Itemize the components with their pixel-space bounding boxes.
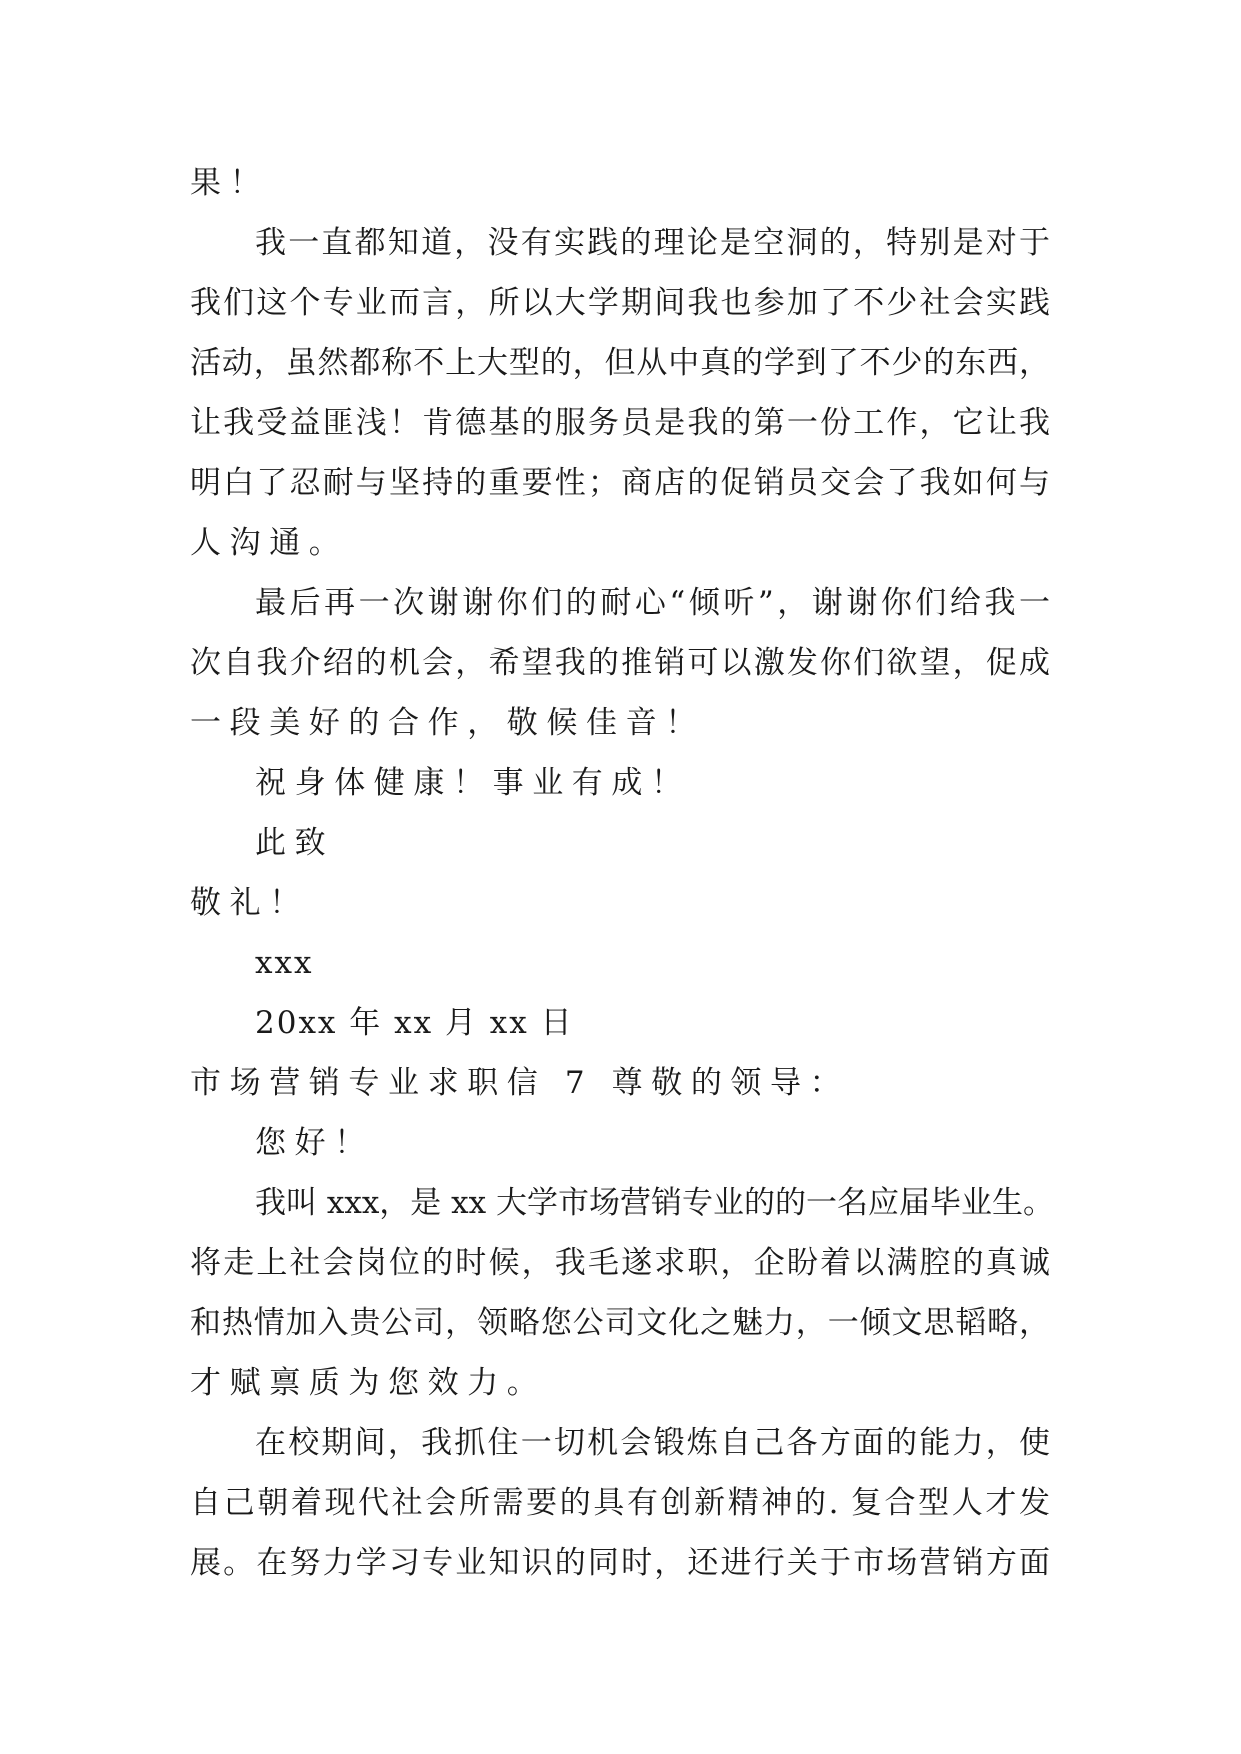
- paragraph-line: 和热情加入贵公司，领略您公司文化之魅力，一倾文思韬略，: [190, 1305, 1050, 1341]
- signature-date: 20xx 年 xx 月 xx 日: [255, 1005, 574, 1041]
- paragraph-line: 一段美好的合作，敬候佳音！: [190, 705, 705, 741]
- closing-wish: 祝身体健康！事业有成！: [255, 765, 691, 801]
- section-heading: 市场营销专业求职信 7 尊敬的领导：: [190, 1065, 850, 1101]
- paragraph-line: 我们这个专业而言，所以大学期间我也参加了不少社会实践: [190, 285, 1050, 321]
- greeting: 您好！: [255, 1125, 374, 1161]
- paragraph-line: 我一直都知道，没有实践的理论是空洞的，特别是对于: [255, 225, 1050, 261]
- text-line: 果！: [190, 165, 270, 201]
- paragraph-line: 明白了忍耐与坚持的重要性；商店的促销员交会了我如何与: [190, 465, 1050, 501]
- paragraph-line: 在校期间，我抓住一切机会锻炼自己各方面的能力，使: [255, 1425, 1050, 1461]
- paragraph-line: 我叫 xxx，是 xx 大学市场营销专业的的一名应届毕业生。: [255, 1185, 1054, 1221]
- paragraph-line: 次自我介绍的机会，希望我的推销可以激发你们欲望，促成: [190, 645, 1050, 681]
- paragraph-line: 自己朝着现代社会所需要的具有创新精神的. 复合型人才发: [190, 1485, 1050, 1521]
- paragraph-line: 人沟通。: [190, 525, 349, 561]
- signature-name: xxx: [255, 945, 314, 981]
- paragraph-line: 将走上社会岗位的时候，我毛遂求职，企盼着以满腔的真诚: [190, 1245, 1050, 1281]
- paragraph-line: 让我受益匪浅！肯德基的服务员是我的第一份工作，它让我: [190, 405, 1050, 441]
- paragraph-line: 活动，虽然都称不上大型的，但从中真的学到了不少的东西，: [190, 345, 1050, 381]
- closing-salutation: 此致: [255, 825, 335, 861]
- paragraph-line: 展。在努力学习专业知识的同时，还进行关于市场营销方面: [190, 1545, 1050, 1581]
- paragraph-line: 最后再一次谢谢你们的耐心“倾听”，谢谢你们给我一: [255, 585, 1050, 621]
- paragraph-line: 才赋禀质为您效力。: [190, 1365, 547, 1401]
- closing-regards: 敬礼！: [190, 885, 309, 921]
